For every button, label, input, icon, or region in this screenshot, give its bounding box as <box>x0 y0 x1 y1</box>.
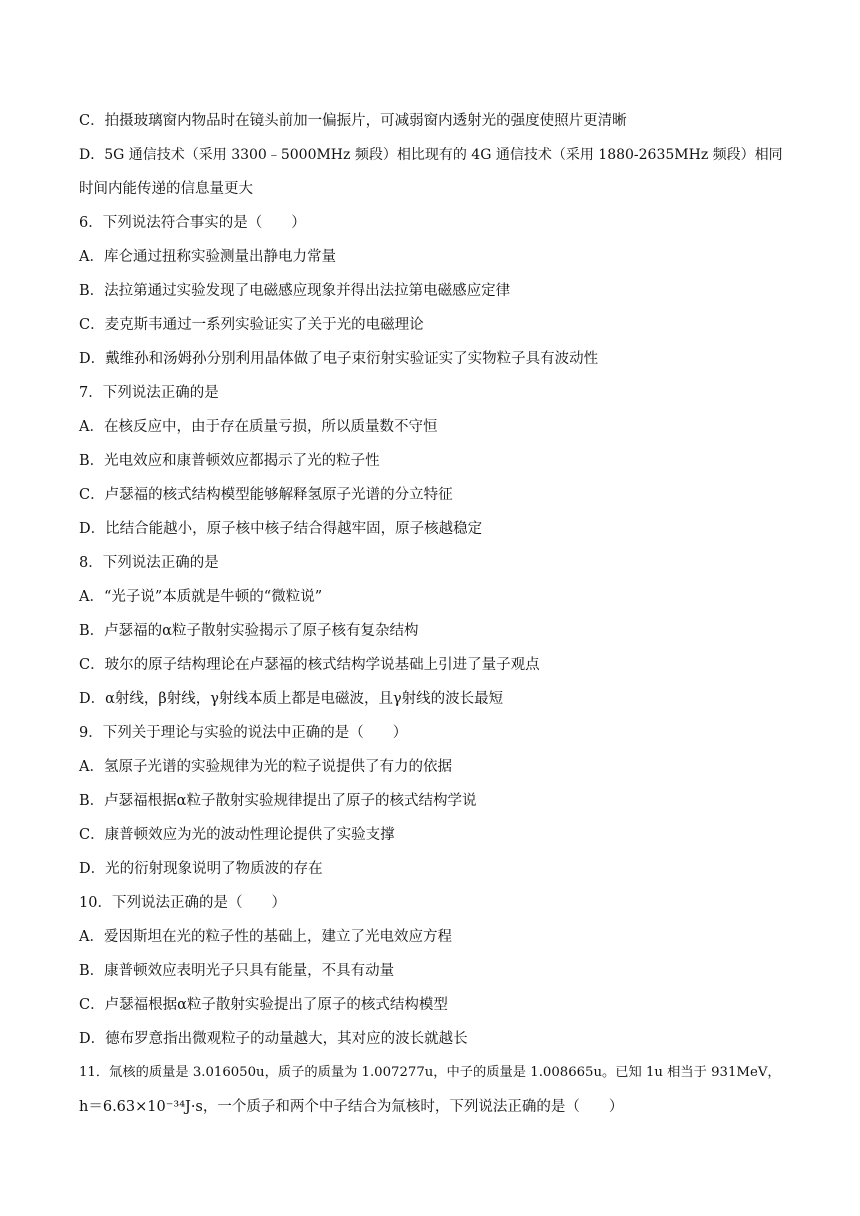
option-10c: C．卢瑟福根据α粒子散射实验提出了原子的核式结构模型 <box>79 997 448 1013</box>
option-6d: D．戴维孙和汤姆孙分别利用晶体做了电子束衍射实验证实了实物粒子具有波动性 <box>79 351 599 367</box>
option-7b: B．光电效应和康普顿效应都揭示了光的粒子性 <box>79 453 380 469</box>
question-11: 11．氚核的质量是 3.016050u，质子的质量为 1.007277u，中子的质量是 1.008665u。已知 1u 相当于 931MeV， <box>79 1065 781 1080</box>
option-10d: D．德布罗意指出微观粒子的动量越大，其对应的波长就越长 <box>79 1031 468 1047</box>
option-10a: A．爱因斯坦在光的粒子性的基础上，建立了光电效应方程 <box>79 929 452 945</box>
option-9d: D．光的衍射现象说明了物质波的存在 <box>79 861 323 877</box>
option-7a: A．在核反应中，由于存在质量亏损，所以质量数不守恒 <box>79 419 438 435</box>
option-7c: C．卢瑟福的核式结构模型能够解释氢原子光谱的分立特征 <box>79 487 453 503</box>
option-9b: B．卢瑟福根据α粒子散射实验规律提出了原子的核式结构学说 <box>79 793 477 809</box>
option-8b: B．卢瑟福的α粒子散射实验揭示了原子核有复杂结构 <box>79 623 419 639</box>
option-6b: B．法拉第通过实验发现了电磁感应现象并得出法拉第电磁感应定律 <box>79 283 511 299</box>
question-11-continued: h＝6.63×10⁻³⁴J·s，一个质子和两个中子结合为氚核时，下列说法正确的是（ ） <box>79 1099 624 1115</box>
option-6c: C．麦克斯韦通过一系列实验证实了关于光的电磁理论 <box>79 317 424 333</box>
option-8d: D．α射线，β射线，γ射线本质上都是电磁波，且γ射线的波长最短 <box>79 691 504 707</box>
option-8a: A．“光子说”本质就是牛顿的“微粒说” <box>79 589 323 605</box>
option-10b: B．康普顿效应表明光子只具有能量，不具有动量 <box>79 963 395 979</box>
option-9c: C．康普顿效应为光的波动性理论提供了实验支撑 <box>79 827 395 843</box>
option-9a: A．氢原子光谱的实验规律为光的粒子说提供了有力的依据 <box>79 759 452 775</box>
question-9: 9．下列关于理论与实验的说法中正确的是（ ） <box>79 725 408 741</box>
question-10: 10．下列说法正确的是（ ） <box>79 895 286 911</box>
option-5d: D．5G 通信技术（采用 3300﹣5000MHz 频段）相比现有的 4G 通信技术（采用 1880-2635MHz 频段）相同 <box>79 147 783 163</box>
option-5c: C．拍摄玻璃窗内物品时在镜头前加一偏振片，可减弱窗内透射光的强度使照片更清晰 <box>79 113 627 129</box>
question-7: 7．下列说法正确的是 <box>79 385 219 401</box>
option-8c: C．玻尔的原子结构理论在卢瑟福的核式结构学说基础上引进了量子观点 <box>79 657 540 673</box>
question-6: 6．下列说法符合事实的是（ ） <box>79 215 306 231</box>
option-5d-continued: 时间内能传递的信息量更大 <box>79 181 253 197</box>
option-7d: D．比结合能越小，原子核中核子结合得越牢固，原子核越稳定 <box>79 521 483 537</box>
question-8: 8．下列说法正确的是 <box>79 555 219 571</box>
option-6a: A．库仑通过扭称实验测量出静电力常量 <box>79 249 336 265</box>
